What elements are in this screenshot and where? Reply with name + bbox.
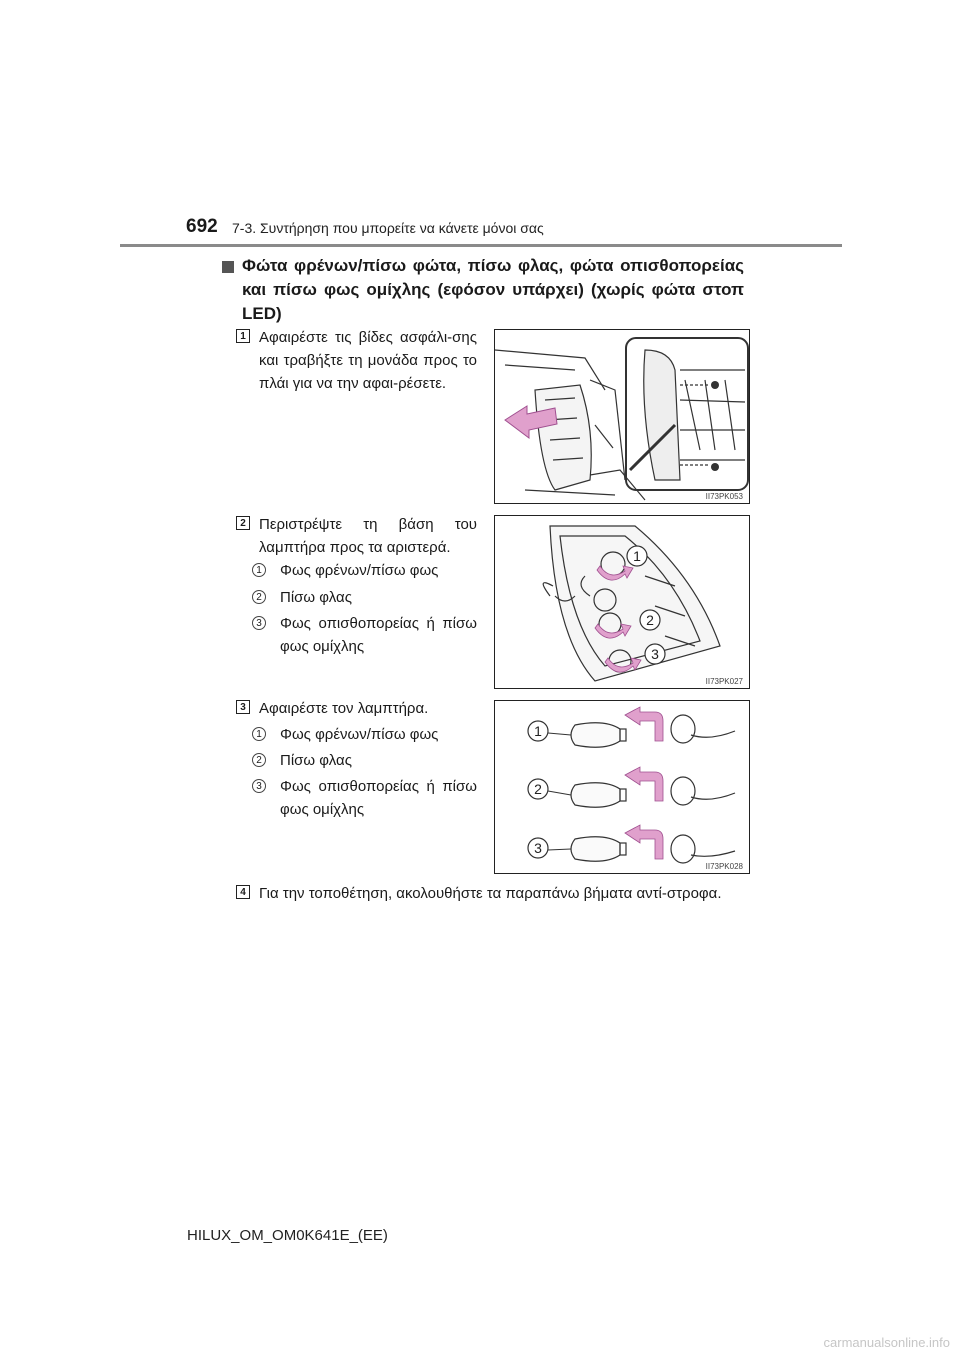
figure-1: [494, 329, 750, 504]
step-3-item-2-badge: 2: [252, 753, 266, 767]
figure-2: [494, 515, 750, 689]
figure-3-code: II73PK028: [705, 862, 743, 871]
step-3-item-3-badge: 3: [252, 779, 266, 793]
step-2-item-2-label: Πίσω φλας: [280, 589, 352, 606]
step-3-item-3-label: Φως οπισθοπορείας ή πίσω φως ομίχλης: [280, 778, 477, 818]
figure-3-callout-3: 3: [534, 840, 542, 856]
step-3-text: Αφαιρέστε τον λαμπτήρα.: [259, 700, 429, 717]
step-4-text: Για την τοποθέτηση, ακολουθήστε τα παραπάνω βήματα αντί-στροφα.: [259, 885, 722, 902]
step-3-item-1-badge: 1: [252, 727, 266, 741]
figure-2-code: II73PK027: [705, 677, 743, 686]
step-3-badge: 3: [236, 700, 250, 714]
figure-3: [494, 700, 750, 874]
figure-3-illustration: [495, 701, 750, 874]
step-1-text: Αφαιρέστε τις βίδες ασφάλι-σης και τραβήξτε τη μονάδα προς το πλάι για να την αφαι-ρέσετε.: [259, 329, 477, 392]
figure-2-illustration: [495, 516, 750, 689]
header-rule: [120, 244, 842, 247]
footer-doc-code: HILUX_OM_OM0K641E_(EE): [187, 1227, 388, 1244]
section-marker-icon: [222, 261, 234, 273]
step-3-item-2-label: Πίσω φλας: [280, 752, 352, 769]
step-2-item-1-label: Φως φρένων/πίσω φως: [280, 562, 439, 579]
step-1-badge: 1: [236, 329, 250, 343]
step-2-item-1-badge: 1: [252, 563, 266, 577]
step-2-item-3-label: Φως οπισθοπορείας ή πίσω φως ομίχλης: [280, 615, 477, 655]
step-4-badge: 4: [236, 885, 250, 899]
figure-2-callout-2: 2: [646, 612, 654, 628]
figure-3-callout-2: 2: [534, 781, 542, 797]
step-2-item-3-badge: 3: [252, 616, 266, 630]
figure-1-code: II73PK053: [705, 492, 743, 501]
section-heading: Φώτα φρένων/πίσω φώτα, πίσω φλας, φώτα οπισθοπορείας και πίσω φως ομίχλης (εφόσον υπάρχει) (χωρίς φώτα στοπ LED): [242, 256, 744, 323]
figure-2-callout-1: 1: [633, 548, 641, 564]
figure-1-illustration: [495, 330, 750, 504]
page-number: 692: [186, 216, 218, 237]
figure-2-callout-3: 3: [651, 646, 659, 662]
watermark: carmanualsonline.info: [823, 1335, 950, 1350]
figure-3-callout-1: 1: [534, 723, 542, 739]
step-2-badge: 2: [236, 516, 250, 530]
step-3-item-1-label: Φως φρένων/πίσω φως: [280, 726, 439, 743]
step-2-text: Περιστρέψτε τη βάση του λαμπτήρα προς τα αριστερά.: [259, 516, 477, 556]
header-title: 7-3. Συντήρηση που μπορείτε να κάνετε μόνοι σας: [232, 220, 544, 236]
step-2-item-2-badge: 2: [252, 590, 266, 604]
